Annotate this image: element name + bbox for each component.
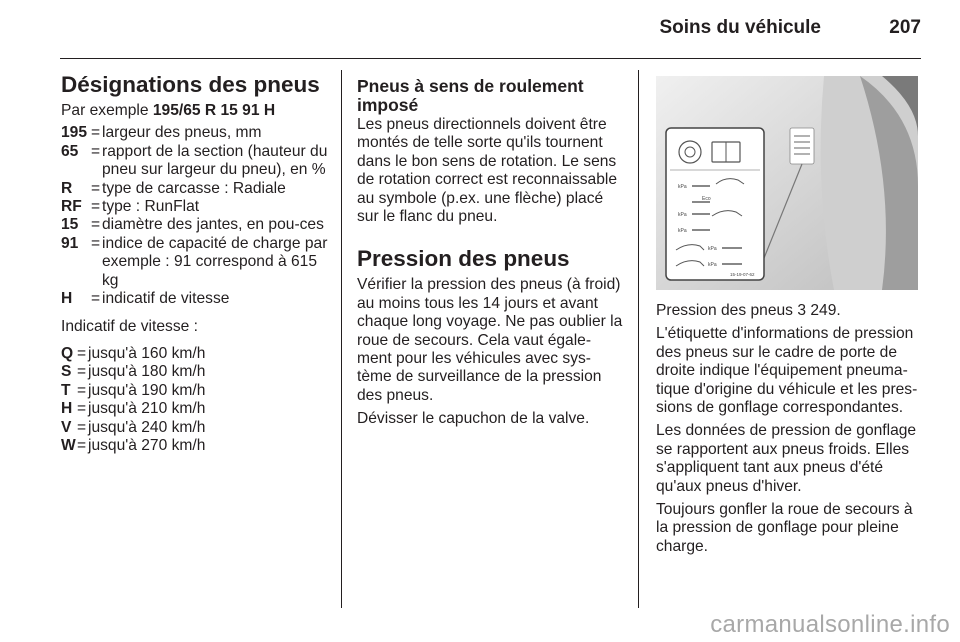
column-tire-designations (61, 72, 329, 455)
definition-row: 195 = largeur des pneus, mm (61, 124, 262, 142)
svg-text:kPa: kPa (678, 212, 687, 218)
small-door-label (790, 128, 814, 164)
definition-row: 15 = diamètre des jantes, en pou-ces (61, 216, 324, 234)
definition-list (61, 124, 329, 308)
speed-intro: Indicatif de vitesse : (61, 318, 198, 336)
definition-row: RF = type : RunFlat (61, 198, 200, 216)
example-code: 195/65 R 15 91 H (152, 102, 276, 119)
heading-tire-pressure: Pression des pneus (357, 246, 570, 272)
svg-text:kPa: kPa (708, 246, 717, 252)
paragraph-check-pressure: Vérifier la pression des pneus (à froid) au moins tous les 14 jours et avant chaque long voyage. Ne pas oublier la roue de secours. Cela vaut égale-ment pour les véhicules avec sys-tème de surveillance de la pression des pneus. (357, 276, 623, 404)
column-divider (341, 70, 342, 608)
paragraph-valve-cap: Dévisser le capuchon de la valve. (357, 410, 590, 428)
definition-row: H = indicatif de vitesse (61, 290, 230, 308)
reference-arrow-icon: 3 (797, 302, 806, 319)
speed-list (61, 345, 329, 455)
column-divider (638, 70, 639, 608)
speed-row: H = jusqu'à 210 km/h (61, 400, 206, 418)
column-tire-pressure (357, 72, 625, 429)
heading-directional-tires: Pneus à sens de roulement imposé (357, 76, 584, 115)
section-title: Soins du véhicule (659, 17, 821, 38)
speed-row: Q = jusqu'à 160 km/h (61, 344, 206, 362)
definition-row: 91 = indice de capacité de charge par exemple : 91 correspond à 615 kg (61, 234, 328, 289)
reference-line: Pression des pneus 3 249. (656, 302, 841, 319)
reference-page[interactable]: 249. (810, 302, 841, 319)
pressure-label-card (666, 128, 764, 280)
page-header (60, 0, 921, 59)
example-line: Par exemple 195/65 R 15 91 H (61, 102, 276, 119)
speed-row: S = jusqu'à 180 km/h (61, 363, 206, 381)
paragraph-directional-tires: Les pneus directionnels doivent être montés de telle sorte qu'ils tournent dans le bon sens de rotation. Le sens de rotation correct est reconnaissable au symbole (p.ex. une flèche) placé sur le flanc du pneu. (357, 116, 618, 226)
speed-row: W = jusqu'à 270 km/h (61, 436, 206, 454)
svg-text:Eco: Eco (702, 196, 711, 202)
speed-row: T = jusqu'à 190 km/h (61, 381, 206, 399)
page-number: 207 (889, 17, 921, 38)
svg-text:kPa: kPa (678, 184, 687, 190)
svg-text:15-19-07-62: 15-19-07-62 (730, 272, 755, 277)
paragraph-label-location: L'étiquette d'informations de pression des pneus sur le cadre de porte de droite indique l'équipement pneuma-tique d'origine du véhicule et les pres-sions de gonflage correspondantes. (656, 325, 918, 417)
paragraph-cold-tires: Les données de pression de gonflage se rapportent aux pneus froids. Elles s'appliquent tant aux pneus d'été qu'aux pneus d'hiver. (656, 422, 917, 495)
tire-pressure-label-figure (656, 76, 918, 290)
column-pressure-label (656, 72, 922, 556)
watermark: carmanualsonline.info (710, 611, 950, 638)
svg-text:kPa: kPa (678, 228, 687, 234)
speed-row: V = jusqu'à 240 km/h (61, 418, 206, 436)
definition-row: R = type de carcasse : Radiale (61, 179, 286, 197)
definition-row: 65 = rapport de la section (hauteur du pneu sur largeur du pneu), en % (61, 142, 328, 179)
door-frame-label-illustration (656, 76, 918, 290)
svg-text:kPa: kPa (708, 262, 717, 268)
paragraph-spare-wheel: Toujours gonfler la roue de secours à la pression de gonflage pour pleine charge. (656, 501, 913, 555)
heading-tire-designations: Désignations des pneus (61, 72, 320, 97)
